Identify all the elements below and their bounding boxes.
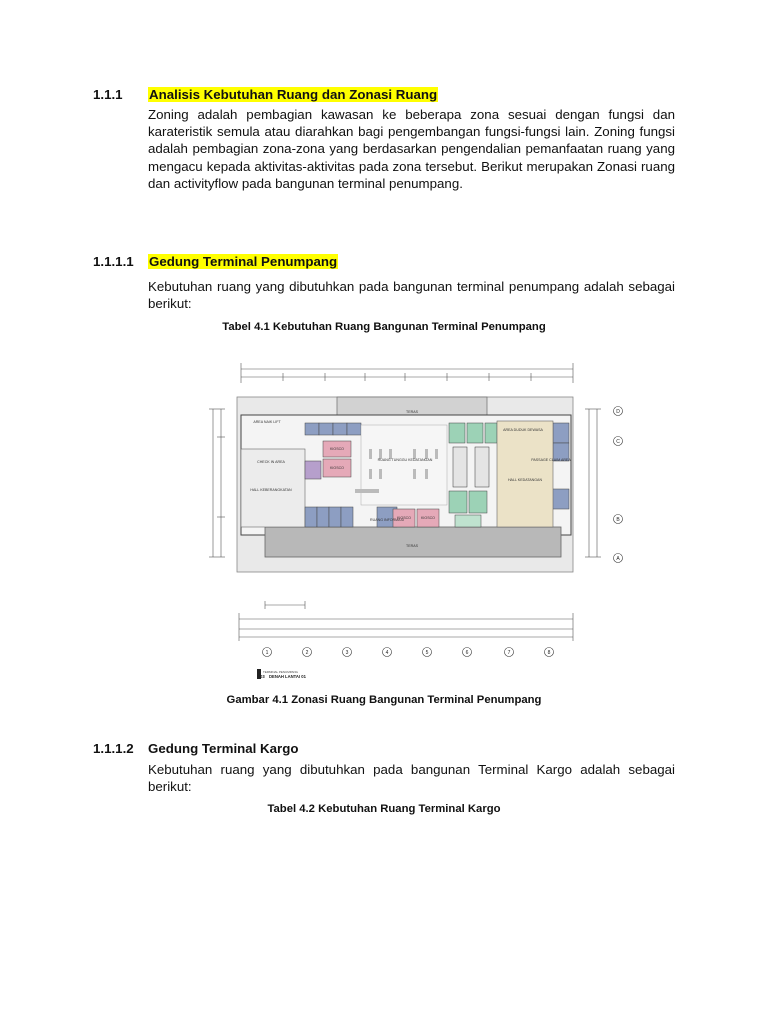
side-grid-bubbles [608,400,628,570]
label-ruang-tunggu: RUANG TUNGGU KEDATANGAN [377,458,433,462]
label-area-naik: AREA NAIK LIFT [253,420,281,424]
heading-number: 1.1.1 [93,87,123,102]
grid-bubble-6: 6 [465,650,469,656]
side-bubble-d: D [616,409,620,415]
label-kiosk-3: KIOSCO [397,516,411,520]
label-ruang-informasi: RUANG INFORMASI [370,518,404,522]
label-hall-left: HALL KEBERANGKATAN [250,488,292,492]
label-kiosk-1: KIOSCO [330,447,344,451]
side-bubble-a: A [616,556,620,562]
paragraph-terminal-penumpang: Kebutuhan ruang yang dibutuhkan pada bangunan terminal penumpang adalah sebagai berikut: [148,279,675,312]
label-passage: PASSAGE CLAIM AREA [531,458,571,462]
table-caption-4-2: Tabel 4.2 Kebutuhan Ruang Terminal Kargo [267,803,501,815]
heading-1-1-1-2 [93,741,298,756]
figure-caption-4-1: Gambar 4.1 Zonasi Ruang Bangunan Terminal Penumpang [226,694,542,706]
heading-number: 1.1.1.2 [93,741,134,756]
label-checkin: CHECK IN AREA [257,460,285,464]
heading-1-1-1-1 [93,254,338,269]
grid-bubble-4: 4 [385,650,389,656]
label-area-duduk: AREA DUDUK DEWASA [503,428,543,432]
heading-number: 1.1.1.1 [93,254,134,269]
table-caption-4-1: Tabel 4.1 Kebutuhan Ruang Bangunan Terminal Penumpang [222,321,546,333]
title-block-small: TERMINAL PENUMPANG [263,670,299,674]
grid-bubble-2: 2 [305,650,309,656]
side-bubble-b: B [616,517,620,523]
floor-plan-drawing [205,357,605,687]
floor-plan-figure [205,357,605,687]
heading-title: Gedung Terminal Penumpang [149,254,338,269]
grid-bubble-3: 3 [345,650,349,656]
label-kiosk-4: KIOSCO [421,516,435,520]
grid-bubble-8: 8 [547,650,551,656]
paragraph-terminal-kargo: Kebutuhan ruang yang dibutuhkan pada bangunan Terminal Kargo adalah sebagai berikut: [148,762,675,795]
heading-title: Gedung Terminal Kargo [148,741,299,756]
title-block-text: DENAH LANTAI 01 [269,674,306,679]
side-bubble-c: C [616,439,620,445]
label-kiosk-2: KIOSCO [330,466,344,470]
label-teras-top: TERAS [406,410,418,414]
paragraph-zoning: Zoning adalah pembagian kawasan ke beberapa zona sesuai dengan fungsi dan karateristik semula atau diarahkan bagi pengembangan fungsi-fungsi lain. Zoning fungsi adalah pembagian zona-zona yang berdasarkan pengendalian pemanfaatan ruang yang mengacu kepada aktivitas-aktivitas pada zona tersebut. Berikut merupakan Zonasi ruang dan activityflow pada bangunan terminal penumpang. [148,107,675,191]
grid-bubble-1: 1 [265,650,269,656]
label-hall-right: HALL KEDATANGAN [507,478,543,482]
grid-bubble-7: 7 [507,650,511,656]
grid-bubble-5: 5 [425,650,429,656]
heading-1-1-1 [93,87,438,102]
heading-title: Analisis Kebutuhan Ruang dan Zonasi Ruang [149,87,438,102]
label-teras-bottom: TERAS [406,544,418,548]
title-block-code: A03 [257,674,265,679]
